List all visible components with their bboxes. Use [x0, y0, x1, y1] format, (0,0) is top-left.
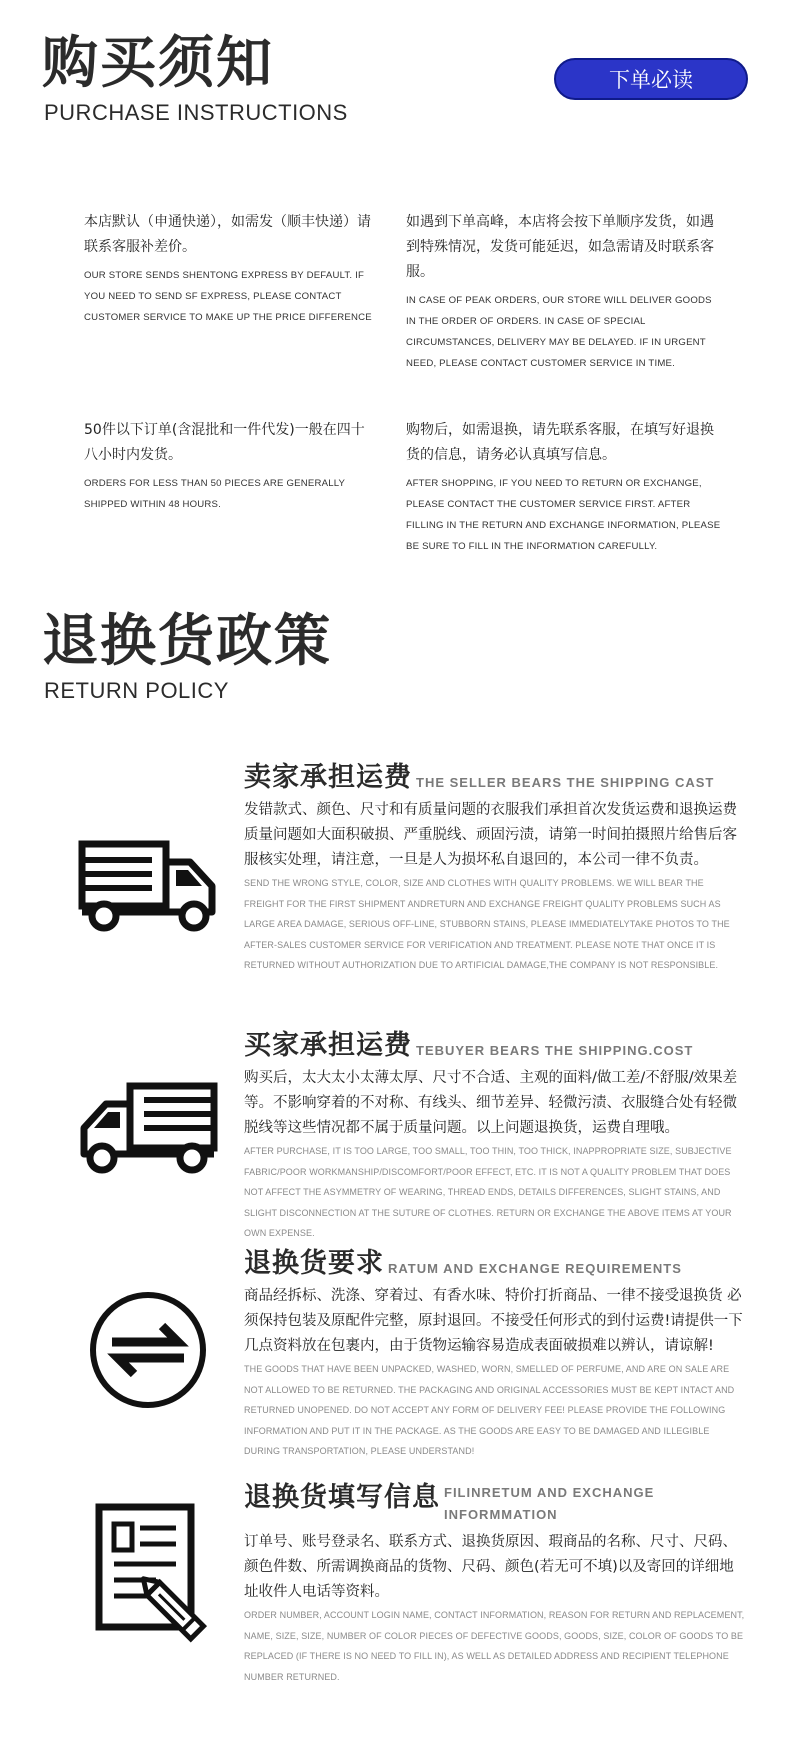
- note-cn: 如遇到下单高峰，本店将会按下单顺序发货，如遇到特殊情况，发货可能延迟，如急需请及时联系客服。: [406, 214, 714, 280]
- note-small-orders: [84, 418, 374, 515]
- note-peak-orders: [406, 210, 724, 374]
- must-read-button[interactable]: 下单必读: [554, 58, 748, 100]
- policy-return-requirements: [244, 1248, 746, 1462]
- policy-return-info: [244, 1482, 746, 1687]
- truck-right-icon: [78, 840, 218, 936]
- policy-seller-pays: [244, 762, 746, 976]
- policy-heading-cn: 退换货要求: [244, 1248, 384, 1279]
- policy-heading-en: TEBUYER BEARS THE SHIPPING.COST: [416, 1043, 694, 1058]
- purchase-title-cn: 购买须知: [42, 31, 274, 96]
- purchase-title-en: PURCHASE INSTRUCTIONS: [44, 100, 348, 125]
- note-cn: 50件以下订单(含混批和一件代发)一般在四十八小时内发货。: [84, 422, 365, 463]
- policy-heading-cn: 买家承担运费: [244, 1030, 412, 1061]
- note-en: IN CASE OF PEAK ORDERS, OUR STORE WILL DELIVER GOODS IN THE ORDER OF ORDERS. IN CASE OF SPECIAL CIRCUMSTANCES, DELIVERY MAY BE DELAYED. IF IN URGENT NEED, PLEASE CONTACT CUSTOMER SERVICE IN TIME.: [406, 295, 712, 369]
- policy-heading-en: FILINRETUM AND EXCHANGE INFORMMATION: [444, 1485, 655, 1522]
- return-title-en: RETURN POLICY: [44, 678, 229, 703]
- note-shipping-default: [84, 210, 384, 328]
- policy-heading: [244, 1482, 746, 1526]
- policy-body-cn: 购买后，太大太小太薄太厚、尺寸不合适、主观的面料/做工差/不舒服/效果差等。不影响穿着的不对称、有线头、细节差异、轻微污渍、衣服缝合处有轻微脱线等这些情况都不属于质量问题。以上问题退换货，运费自理哦。: [244, 1070, 738, 1136]
- policy-heading: [244, 762, 746, 794]
- policy-heading: [244, 1248, 746, 1280]
- note-en: OUR STORE SENDS SHENTONG EXPRESS BY DEFAULT. IF YOU NEED TO SEND SF EXPRESS, PLEASE CONTACT CUSTOMER SERVICE TO MAKE UP THE PRICE DIFFERENCE: [84, 270, 372, 323]
- policy-heading-cn: 卖家承担运费: [244, 762, 412, 793]
- policy-body-cn: 订单号、账号登录名、联系方式、退换货原因、瑕商品的名称、尺寸、尺码、颜色件数、所需调换商品的货物、尺码、颜色(若无可不填)以及寄回的详细地址收件人电话等资料。: [244, 1534, 737, 1600]
- exchange-arrows-icon: [88, 1290, 208, 1414]
- policy-body-cn: 商品经拆标、洗涤、穿着过、有香水味、特价打折商品、一律不接受退换货 必须保持包装及原配件完整，原封退回。不接受任何形式的到付运费!请提供一下几点资料放在包裹内，由于货物运输容易造成表面破损难以辨认，请谅解!: [244, 1288, 743, 1354]
- policy-body-en: ORDER NUMBER, ACCOUNT LOGIN NAME, CONTACT INFORMATION, REASON FOR RETURN AND REPLACEMENT, NAME, SIZE, SIZE, NUMBER OF COLOR PIECES OF DEFECTIVE GOODS, GOODS, SIZE, COLOR OF GOODS TO BE REPLACED (IF THERE IS NO NEED TO FILL IN), AS WELL AS DETAILED ADDRESS AND RECIPIENT TELEPHONE NUMBER RETURNED.: [244, 1610, 745, 1682]
- note-en: ORDERS FOR LESS THAN 50 PIECES ARE GENERALLY SHIPPED WITHIN 48 HOURS.: [84, 478, 345, 510]
- note-return-contact: [406, 418, 724, 557]
- note-cn: 购物后，如需退换，请先联系客服，在填写好退换货的信息，请务必认真填写信息。: [406, 422, 714, 463]
- policy-buyer-pays: [244, 1030, 746, 1244]
- policy-heading-en: THE SELLER BEARS THE SHIPPING CAST: [416, 775, 715, 790]
- truck-left-icon: [78, 1082, 218, 1178]
- policy-heading-en: RATUM AND EXCHANGE REQUIREMENTS: [388, 1261, 682, 1276]
- policy-heading: [244, 1030, 746, 1062]
- policy-heading-cn: 退换货填写信息: [244, 1482, 440, 1513]
- policy-body-cn: 发错款式、颜色、尺寸和有质量问题的衣服我们承担首次发货运费和退换运费 质量问题如大面积破损、严重脱线、顽固污渍，请第一时间拍摄照片给售后客服核实处理，请注意，一旦是人为损坏私自退回的，本公司一律不负责。: [244, 802, 737, 868]
- policy-body-en: THE GOODS THAT HAVE BEEN UNPACKED, WASHED, WORN, SMELLED OF PERFUME, AND ARE ON SALE ARE NOT ALLOWED TO BE RETURNED. THE PACKAGING AND ORIGINAL ACCESSORIES MUST BE KEPT INTACT AND RETURNED UNOPENED. DO NOT ACCEPT ANY FORM OF DELIVERY FEE! PLEASE PROVIDE THE FOLLOWING INFORMATION AND PUT IT IN THE PACKAGE. AS THE GOODS ARE EASY TO BE DAMAGED AND ILLEGIBLE DURING TRANSPORTATION, PLEASE UNDERSTAND!: [244, 1364, 735, 1456]
- policy-body-en: AFTER PURCHASE, IT IS TOO LARGE, TOO SMALL, TOO THIN, TOO THICK, INAPPROPRIATE SIZE, SUBJECTIVE FABRIC/POOR WORKMANSHIP/DISCOMFORT/POOR EFFECT, ETC. IT IS NOT A QUALITY PROBLEM THAT DOES NOT AFFECT THE ASYMMETRY OF WEARING, THREAD ENDS, DETAILS DIFFERENCES, SLIGHT STAINS, AND SLIGHT DISCONNECTION AT THE SUTURE OF CLOTHES. RETURN OR EXCHANGE THE ABOVE ITEMS AT YOUR OWN EXPENSE.: [244, 1146, 732, 1238]
- return-title-cn: 退换货政策: [42, 609, 332, 674]
- note-en: AFTER SHOPPING, IF YOU NEED TO RETURN OR EXCHANGE, PLEASE CONTACT THE CUSTOMER SERVICE FIRST. AFTER FILLING IN THE RETURN AND EXCHANGE INFORMATION, PLEASE BE SURE TO FILL IN THE INFORMATION CAREFULLY.: [406, 478, 721, 552]
- policy-body-en: SEND THE WRONG STYLE, COLOR, SIZE AND CLOTHES WITH QUALITY PROBLEMS. WE WILL BEAR THE FREIGHT FOR THE FIRST SHIPMENT ANDRETURN AND EXCHANGE FREIGHT QUALITY PROBLEMS SUCH AS LARGE AREA DAMAGE, SERIOUS OFF-LINE, STUBBORN STAINS, PLEASE IMMEDIATELYTAKE PHOTOS TO THE AFTER-SALES CUSTOMER SERVICE FOR VERIFICATION AND TREATMENT. PLEASE NOTE THAT ONCE IT IS RETURNED WITHOUT AUTHORIZATION DUE TO ARTIFICIAL DAMAGE,THE COMPANY IS NOT RESPONSIBLE.: [244, 878, 730, 970]
- note-cn: 本店默认（申通快递），如需发（顺丰快递）请联系客服补差价。: [84, 214, 371, 255]
- form-pencil-icon: [94, 1502, 214, 1656]
